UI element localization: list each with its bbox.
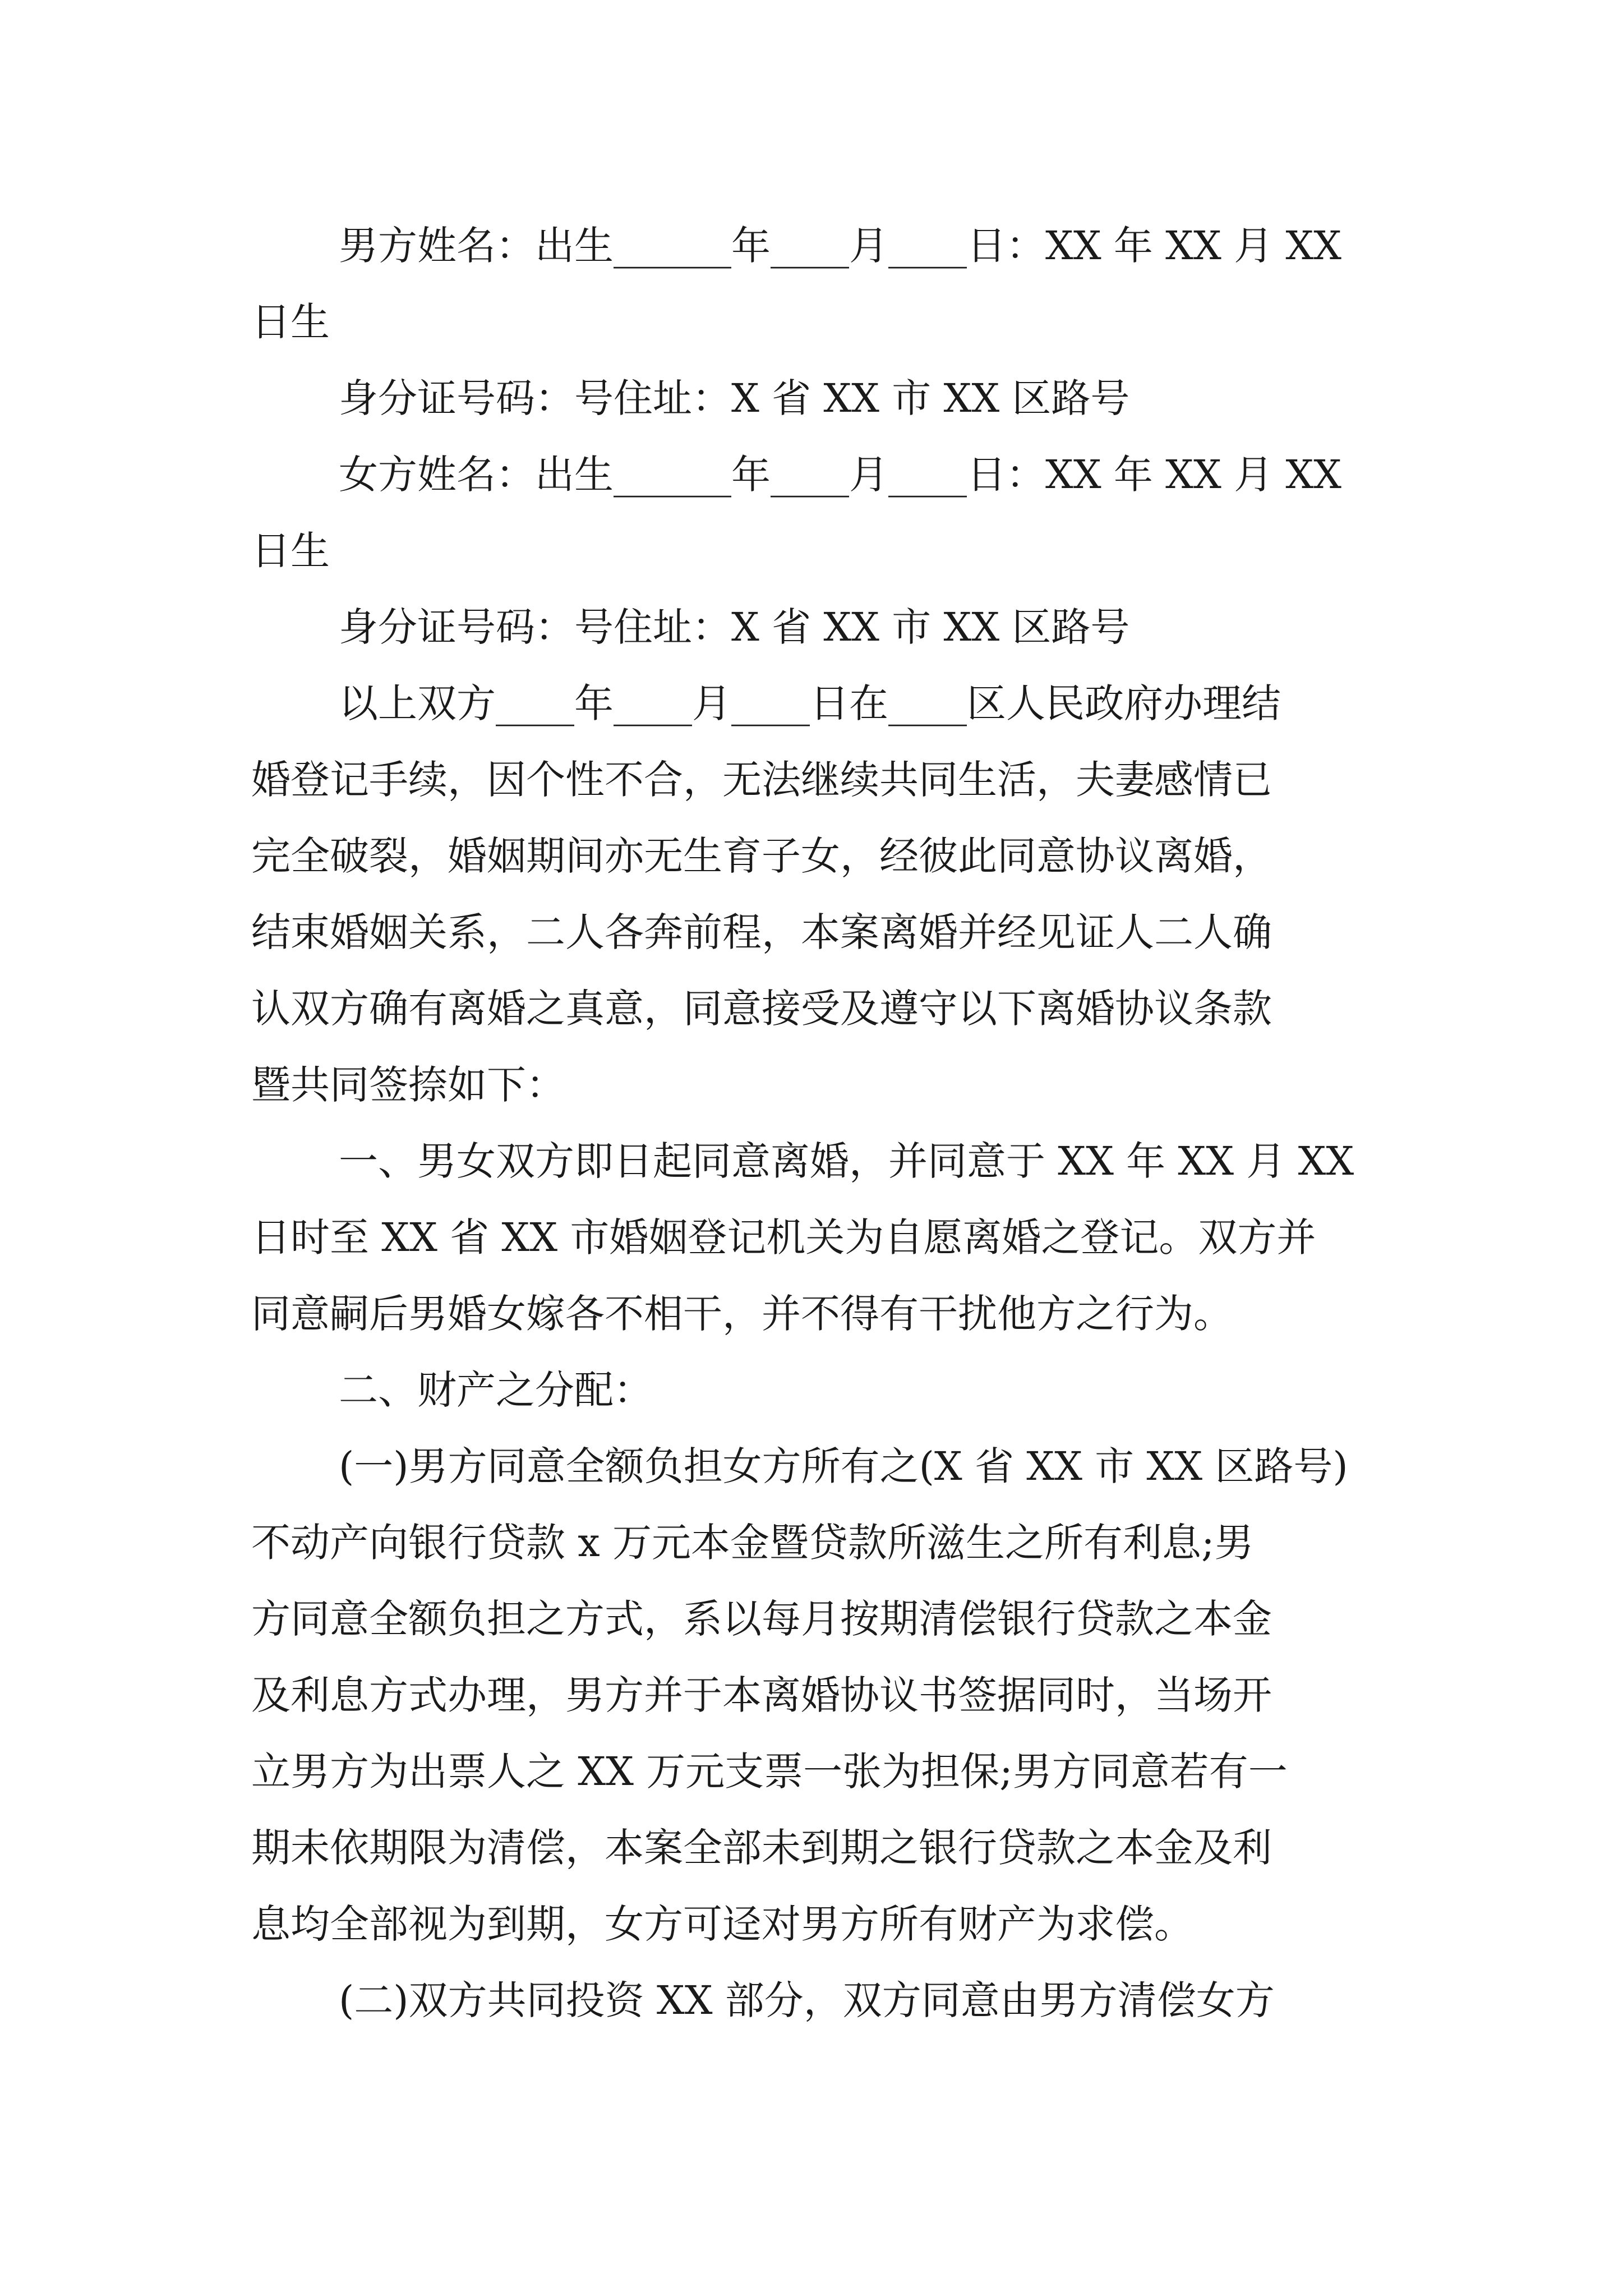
text-line: 婚登记手续，因个性不合，无法继续共同生活，夫妻感情已 [251, 757, 1272, 803]
text-line: 息均全部视为到期，女方可迳对男方所有财产为求偿。 [251, 1901, 1193, 1947]
text-line: 同意嗣后男婚女嫁各不相干，并不得有干扰他方之行为。 [251, 1291, 1233, 1337]
text-line: 立男方为出票人之 XX 万元支票一张为担保;男方同意若有一 [251, 1749, 1288, 1795]
paragraph-clause-2-heading [251, 1352, 1373, 1428]
paragraph-clause-1 [251, 1123, 1373, 1352]
text-line: 以上双方____年____月____日在____区人民政府办理结 [339, 680, 1281, 726]
paragraph-female-id [251, 589, 1373, 665]
paragraph-male-name [251, 208, 1373, 360]
text-line: 日生 [251, 299, 330, 345]
text-line: 一、男女双方即日起同意离婚，并同意于 XX 年 XX 月 XX [339, 1138, 1354, 1184]
text-line: 方同意全额负担之方式，系以每月按期清偿银行贷款之本金 [251, 1596, 1272, 1642]
text-line: 期未依期限为清偿，本案全部未到期之银行贷款之本金及利 [251, 1825, 1272, 1871]
paragraph-preamble [251, 665, 1373, 1123]
text-line: 日生 [251, 528, 330, 574]
document-page [251, 208, 1373, 2039]
text-line: 认双方确有离婚之真意，同意接受及遵守以下离婚协议条款 [251, 986, 1272, 1032]
text-line: 身分证号码：号住址：X 省 XX 市 XX 区路号 [339, 375, 1130, 421]
text-line: 及利息方式办理，男方并于本离婚协议书签据同时，当场开 [251, 1672, 1272, 1718]
text-line: 完全破裂，婚姻期间亦无生育子女，经彼此同意协议离婚， [251, 833, 1272, 879]
text-line: 二、财产之分配： [339, 1367, 653, 1413]
text-line: (一)男方同意全额负担女方所有之(X 省 XX 市 XX 区路号) [339, 1443, 1348, 1489]
text-line: 暨共同签捺如下： [251, 1062, 565, 1108]
text-line: 结束婚姻关系，二人各奔前程，本案离婚并经见证人二人确 [251, 909, 1272, 955]
paragraph-clause-2-2 [251, 1962, 1373, 2039]
text-line: 男方姓名：出生______年____月____日：XX 年 XX 月 XX [339, 223, 1342, 269]
paragraph-male-id [251, 360, 1373, 436]
text-line: 身分证号码：号住址：X 省 XX 市 XX 区路号 [339, 604, 1130, 650]
text-line: 日时至 XX 省 XX 市婚姻登记机关为自愿离婚之登记。双方并 [251, 1214, 1316, 1260]
text-line: 不动产向银行贷款 x 万元本金暨贷款所滋生之所有利息;男 [251, 1520, 1254, 1566]
paragraph-clause-2-1 [251, 1428, 1373, 1962]
paragraph-female-name [251, 436, 1373, 589]
text-line: (二)双方共同投资 XX 部分，双方同意由男方清偿女方 [339, 1977, 1275, 2023]
text-line: 女方姓名：出生______年____月____日：XX 年 XX 月 XX [339, 452, 1342, 498]
